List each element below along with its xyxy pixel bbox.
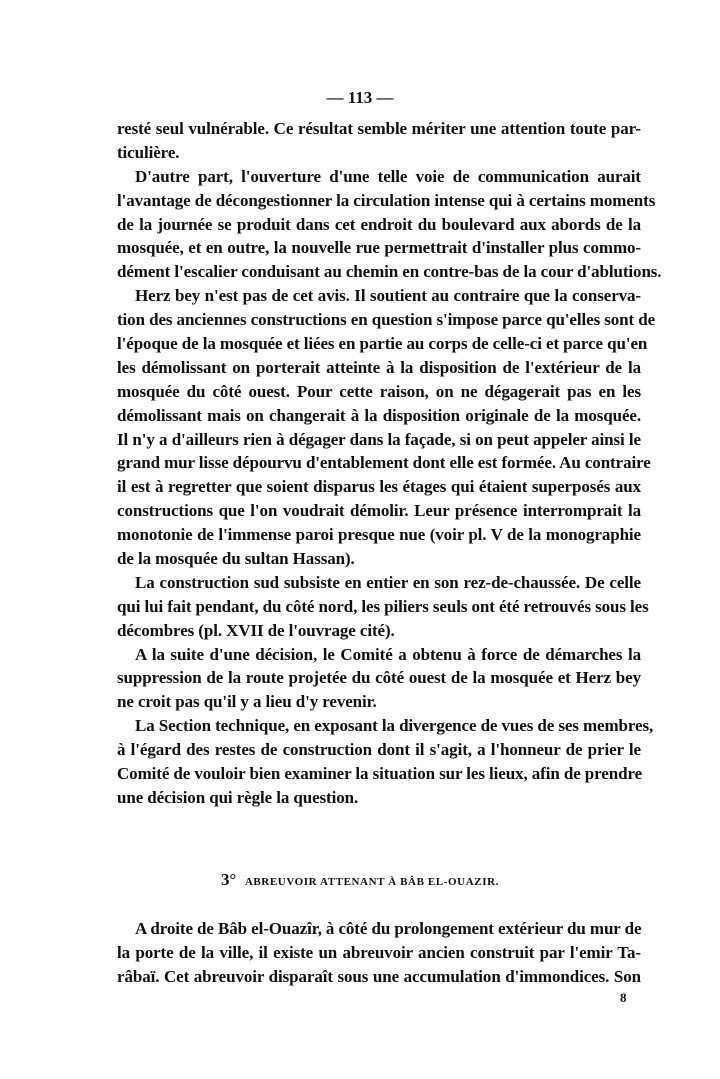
text-line: de la mosquée du sultan Hassan). xyxy=(117,549,355,569)
text-line: grand mur lisse dépourvu d'entablement dont elle est formée. Au contraire xyxy=(117,453,651,473)
text-line: mosquée du côté ouest. Pour cette raison, on ne dégagerait pas en les xyxy=(117,381,641,401)
text-line: démolissant mais on changerait à la disposition originale de la mosquée. xyxy=(117,405,641,425)
text-line: qui lui fait pendant, du côté nord, les piliers seuls ont été retrouvés sous les xyxy=(117,596,649,616)
paragraph xyxy=(117,571,649,643)
text-line: mosquée, et en outre, la nouvelle rue permettrait d'installer plus commo- xyxy=(117,238,641,258)
text-line: Comité de vouloir bien examiner la situation sur les lieux, afin de prendre xyxy=(117,764,643,784)
text-line: Herz bey n'est pas de cet avis. Il soutient au contraire que la conserva- xyxy=(135,286,641,306)
section-title: ABREUVOIR ATTENANT À BÂB EL-OUAZIR. xyxy=(244,876,499,888)
text-line: resté seul vulnérable. Ce résultat semble mériter une attention toute par- xyxy=(117,119,641,138)
text-line: il est à regretter que soient disparus les étages qui étaient superposés aux xyxy=(117,477,641,497)
paragraph xyxy=(117,117,641,165)
body-text xyxy=(117,117,662,810)
text-line: A droite de Bâb el-Ouazîr, à côté du prolongement extérieur du mur de xyxy=(135,919,642,938)
text-line: les démolissant on porterait atteinte à la disposition de l'extérieur de la xyxy=(117,357,641,377)
text-line: l'avantage de décongestionner la circulation intense qui à certains moments xyxy=(117,190,656,210)
text-line: une décision qui règle la question. xyxy=(117,787,359,807)
text-line: suppression de la route projetée du côté ouest de la mosquée et Herz bey xyxy=(117,668,641,688)
text-line: la porte de la ville, il existe un abreuvoir ancien construit par l'emir Ta- xyxy=(117,942,641,962)
text-line: ticulière. xyxy=(117,142,180,162)
text-line: ne croit pas qu'il y a lieu d'y revenir. xyxy=(117,692,377,712)
text-line: La Section technique, en exposant la divergence de vues de ses membres, xyxy=(135,716,654,736)
text-line: A la suite d'une décision, le Comité a obtenu à force de démarches la xyxy=(135,644,641,664)
text-line: monotonie de l'immense paroi presque nue (voir pl. V de la monographie xyxy=(117,525,641,545)
paragraph xyxy=(117,165,662,284)
text-line: La construction sud subsiste en entier en son rez-de-chaussée. De celle xyxy=(135,572,641,592)
final-paragraph xyxy=(117,917,641,989)
signature-mark: 8 xyxy=(620,990,627,1005)
page-number: — 113 — xyxy=(326,88,394,107)
text-line: constructions que l'on voudrait démolir. Leur présence interromprait la xyxy=(117,501,641,521)
text-line: Il n'y a d'ailleurs rien à dégager dans la façade, si on peut appeler ainsi le xyxy=(117,429,641,449)
section-heading xyxy=(0,870,720,890)
text-line: tion des anciennes constructions en question s'impose parce qu'elles sont de xyxy=(117,310,656,330)
text-line: décombres (pl. XVII de l'ouvrage cité). xyxy=(117,620,395,640)
paragraph xyxy=(117,714,654,810)
paragraph xyxy=(117,643,641,715)
text-line: D'autre part, l'ouverture d'une telle voie de communication aurait xyxy=(135,166,641,186)
paragraph xyxy=(117,284,656,571)
text-line: de la journée se produit dans cet endroit du boulevard aux abords de la xyxy=(117,214,641,234)
section-number: 3° xyxy=(221,870,237,889)
text-line: l'époque de la mosquée et liées en partie au corps de celle-ci et parce qu'en xyxy=(117,334,648,354)
text-line: dément l'escalier conduisant au chemin en contre-bas de la cour d'ablutions. xyxy=(117,262,662,282)
text-line: à l'égard des restes de construction dont il s'agit, a l'honneur de prier le xyxy=(117,740,641,760)
text-line: râbaï. Cet abreuvoir disparaît sous une accumulation d'immondices. Son xyxy=(117,966,641,986)
